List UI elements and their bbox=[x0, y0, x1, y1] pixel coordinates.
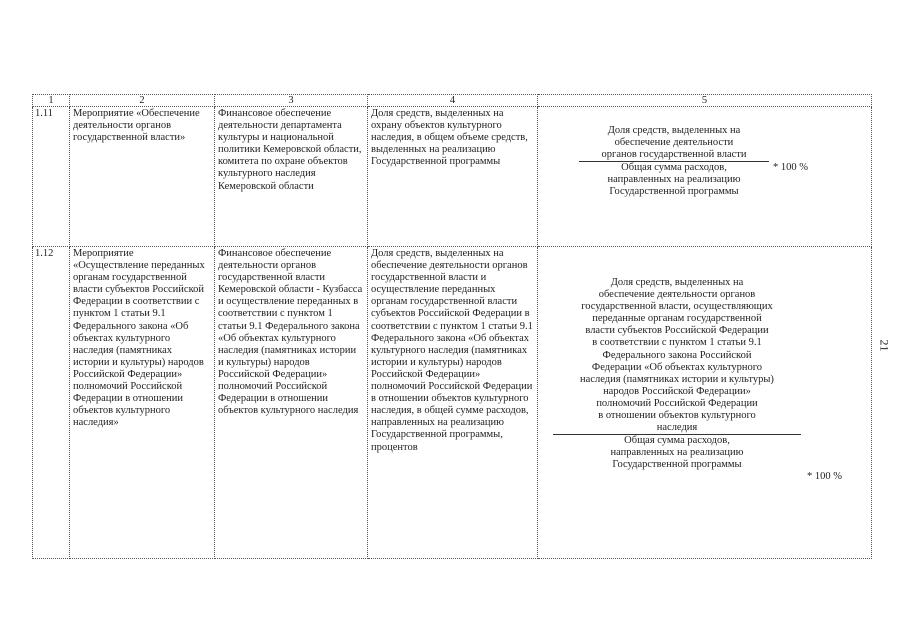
header-cell-3: 3 bbox=[215, 95, 368, 107]
row-number: 1.12 bbox=[33, 247, 70, 559]
event-cell: Мероприятие «Осуществление переданных органам государственной власти субъектов Российской Федерации в соответствии с пунктом 1 статьи 9.1 Федерального закона «Об объектах культурного наследия (памятниках истории и культуры) народов Российской Федерации» полномочий Российской Федерации в отношении объектов культурного наследия» bbox=[70, 247, 215, 559]
description-cell: Доля средств, выделенных на обеспечение деятельности органов государственной власти и осуществление переданных органам государственной власти субъектов Российской Федерации в соответствии с пунктом 1 статьи 9.1 Федерального закона «Об объектах культурного наследия (памятниках истории и культуры) народов Российской Федерации» полномочий Российской Федерации в отношении объектов культурного наследия, в общей сумме расходов, направленных на реализацию Государственной программы, процентов bbox=[368, 247, 538, 559]
formula-multiplier: * 100 % bbox=[773, 162, 808, 173]
formula bbox=[541, 248, 868, 482]
formula bbox=[541, 108, 868, 199]
formula-numerator-line: наследия bbox=[656, 422, 698, 434]
table-row bbox=[33, 247, 872, 559]
header-row bbox=[33, 95, 872, 107]
indicator-table bbox=[32, 94, 872, 559]
fraction bbox=[579, 125, 769, 199]
formula-numerator-line: Доля средств, выделенных на bbox=[607, 125, 741, 136]
formula-denominator-line: Государственной программы bbox=[612, 459, 742, 471]
formula-denominator-line: Общая сумма расходов, bbox=[621, 162, 727, 174]
formula-numerator-line: наследия (памятниках истории и культуры) bbox=[580, 373, 774, 385]
table-row bbox=[33, 107, 872, 247]
formula-numerator-line: в отношении объектов культурного bbox=[598, 410, 756, 422]
formula-numerator-line: полномочий Российской Федерации bbox=[596, 397, 758, 409]
formula-numerator-line: органов государственной власти bbox=[601, 149, 747, 161]
formula-numerator-line: Федерального закона Российской bbox=[602, 349, 752, 361]
formula-denominator-line: направленных на реализацию bbox=[607, 174, 741, 186]
page-number: 21 bbox=[877, 339, 892, 352]
formula-numerator-line: Доля средств, выделенных на bbox=[610, 277, 744, 288]
header-cell-5: 5 bbox=[538, 95, 872, 107]
formula-denominator-line: Общая сумма расходов, bbox=[624, 435, 730, 447]
formula-denominator bbox=[553, 435, 801, 471]
formula-cell bbox=[538, 247, 872, 559]
name-cell: Финансовое обеспечение деятельности департамента культуры и национальной политики Кемеровской области, комитета по охране объектов культурного наследия Кемеровской области bbox=[215, 107, 368, 247]
formula-numerator-line: государственной власти, осуществляющих bbox=[581, 301, 773, 313]
formula-numerator bbox=[553, 277, 801, 434]
formula-numerator-line: переданные органам государственной bbox=[592, 313, 762, 325]
header-cell-2: 2 bbox=[70, 95, 215, 107]
row-number: 1.11 bbox=[33, 107, 70, 247]
name-cell: Финансовое обеспечение деятельности органов государственной власти Кемеровской области - Кузбасса и осуществление переданных в соответствии с пунктом 1 статьи 9.1 Федерального закона «Об объектах культурного наследия (памятниках истории и культуры) народов Российской Федерации» полномочий Российской Федерации в отношении объектов культурного наследия bbox=[215, 247, 368, 559]
formula-numerator bbox=[579, 125, 769, 161]
formula-numerator-line: в соответствии с пунктом 1 статьи 9.1 bbox=[592, 337, 762, 349]
formula-numerator-line: власти субъектов Российской Федерации bbox=[585, 325, 769, 337]
formula-numerator-line: обеспечение деятельности bbox=[614, 137, 734, 149]
formula-cell bbox=[538, 107, 872, 247]
fraction bbox=[553, 277, 801, 472]
formula-denominator-line: направленных на реализацию bbox=[610, 447, 744, 459]
formula-denominator-line: Государственной программы bbox=[609, 186, 739, 198]
formula-numerator-line: народов Российской Федерации» bbox=[603, 385, 751, 397]
header-cell-1: 1 bbox=[33, 95, 70, 107]
formula-numerator-line: Федерации «Об объектах культурного bbox=[591, 361, 763, 373]
event-cell: Мероприятие «Обеспечение деятельности органов государственной власти» bbox=[70, 107, 215, 247]
formula-numerator-line: обеспечение деятельности органов bbox=[598, 289, 756, 301]
description-cell: Доля средств, выделенных на охрану объектов культурного наследия, в общем объеме средств, выделенных на реализацию Государственной программы bbox=[368, 107, 538, 247]
formula-multiplier: * 100 % bbox=[807, 471, 842, 482]
formula-denominator bbox=[579, 162, 769, 198]
header-cell-4: 4 bbox=[368, 95, 538, 107]
